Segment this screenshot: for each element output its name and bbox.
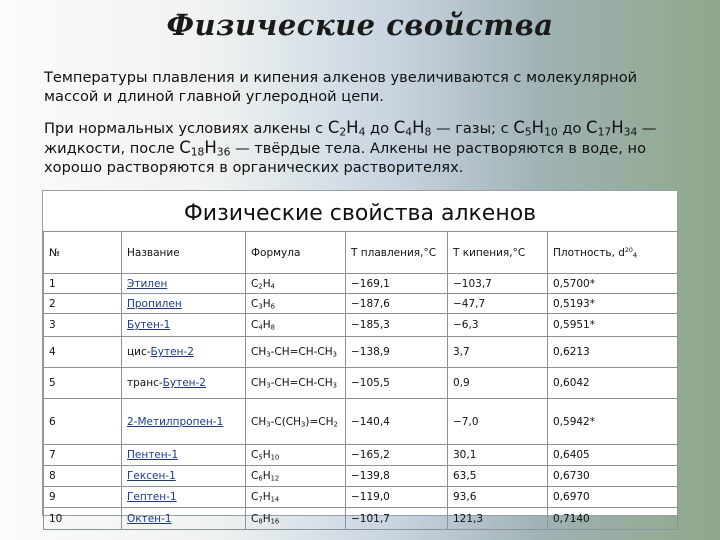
table-caption: Физические свойства алкенов [183,201,537,226]
cell-tmelt: −139,8 [346,466,448,487]
table-header-row [44,232,678,274]
cell-num: 8 [44,466,122,487]
cell-density: 0,6213 [548,337,678,368]
header-density: Плотность, $d^{20}_4$ [548,232,678,274]
para2-text-5: — жидкости, после [44,120,657,157]
cell-tboil: 0,9 [448,368,548,399]
table-row [44,314,678,337]
para2-text-2: до [365,120,394,137]
cell-name [122,508,246,530]
cell-density: 0,6730 [548,466,678,487]
cell-num: 10 [44,508,122,530]
cell-formula: $CH_3-CH=CH-CH_3$ [246,337,346,368]
cell-tboil: 30,1 [448,445,548,466]
name-prefix: транс- [127,377,163,389]
cell-formula: $C_2H_4$ [246,274,346,294]
formula-c17h34: $C_{17}H_{34}$ [586,118,638,139]
cell-density: 0,6405 [548,445,678,466]
compound-link[interactable]: Пентен-1 [127,449,179,461]
cell-tmelt: −105,5 [346,368,448,399]
paragraph-states [44,118,684,177]
cell-num: 5 [44,368,122,399]
para2-text-4: до [557,120,587,137]
cell-num: 9 [44,487,122,508]
cell-name [122,314,246,337]
cell-density: 0,6970 [548,487,678,508]
compound-link[interactable]: Этилен [127,277,168,290]
table-row [44,487,678,508]
formula-c18h36: $C_{18}H_{36}$ [179,138,231,159]
cell-tboil: −103,7 [448,274,548,294]
compound-link[interactable]: Гексен-1 [127,470,176,482]
cell-formula: $C_8H_{16}$ [246,508,346,530]
table-row [44,445,678,466]
paragraph-melting-boiling: Температуры плавления и кипения алкенов увеличиваются с молекулярной массой и длиной главной углеродной цепи. [44,69,638,105]
cell-density: 0,5193* [548,294,678,314]
header-formula: Формула [246,232,346,274]
cell-tboil: 93,6 [448,487,548,508]
cell-formula: $C_6H_{12}$ [246,466,346,487]
cell-name [122,294,246,314]
compound-link[interactable]: Октен-1 [127,512,172,525]
cell-tmelt: −140,4 [346,399,448,445]
table-row [44,466,678,487]
para2-text-1: При нормальных условиях алкены с [44,120,328,137]
cell-formula: $CH_3-CH=CH-CH_3$ [246,368,346,399]
cell-num: 2 [44,294,122,314]
cell-num: 6 [44,399,122,445]
compound-link[interactable]: Бутен-2 [162,377,206,389]
cell-tmelt: −169,1 [346,274,448,294]
cell-name [122,487,246,508]
slide-title: Физические свойства [166,8,554,42]
table-row [44,508,678,530]
alkenes-table-panel [42,190,678,526]
para2-text-3: — газы; с [431,120,514,137]
compound-link[interactable]: 2-Метилпропен-1 [127,415,224,428]
compound-link[interactable]: Пропилен [127,297,182,310]
compound-link[interactable]: Бутен-2 [150,346,194,358]
cell-num: 4 [44,337,122,368]
header-name: Название [122,232,246,274]
cell-formula: $C_7H_{14}$ [246,487,346,508]
cell-formula: $C_4H_8$ [246,314,346,337]
name-prefix: цис- [127,346,151,358]
cell-name [122,399,246,445]
cell-tboil: 3,7 [448,337,548,368]
cell-density: 0,6042 [548,368,678,399]
header-tmelt: T плавления,°C [346,232,448,274]
cell-num: 1 [44,274,122,294]
table-row [44,399,678,445]
cell-name [122,337,246,368]
para2-text-6: — твёрдые тела. Алкены не растворяются в воде, но хорошо растворяются в органических растворителях. [44,140,646,176]
formula-c4h8: $C_4H_8$ [393,118,432,139]
cell-name [122,466,246,487]
table-row [44,274,678,294]
cell-tmelt: −165,2 [346,445,448,466]
compound-link[interactable]: Бутен-1 [127,319,171,331]
cell-name [122,445,246,466]
cell-tboil: −47,7 [448,294,548,314]
formula-c2h4: $C_2H_4$ [327,118,366,139]
cell-density: 0,5700* [548,274,678,294]
cell-tboil: 121,3 [448,508,548,530]
cell-formula: $CH_3-C(CH_3)=CH_2$ [246,399,346,445]
cell-tmelt: −138,9 [346,337,448,368]
cell-tboil: 63,5 [448,466,548,487]
cell-density: 0,7140 [548,508,678,530]
header-tboil: T кипения,°C [448,232,548,274]
table-row [44,337,678,368]
cell-formula: $C_5H_{10}$ [246,445,346,466]
table-row [44,294,678,314]
cell-num: 7 [44,445,122,466]
cell-tmelt: −101,7 [346,508,448,530]
cell-name [122,368,246,399]
cell-num: 3 [44,314,122,337]
cell-tmelt: −119,0 [346,487,448,508]
cell-formula: $C_3H_6$ [246,294,346,314]
cell-tmelt: −185,3 [346,314,448,337]
cell-density: 0,5942* [548,399,678,445]
cell-tmelt: −187,6 [346,294,448,314]
compound-link[interactable]: Гептен-1 [127,491,177,503]
cell-tboil: −6,3 [448,314,548,337]
table-row [44,368,678,399]
alkenes-table [43,231,678,530]
formula-c5h10: $C_5H_{10}$ [513,118,558,139]
cell-density: 0,5951* [548,314,678,337]
cell-tboil: −7,0 [448,399,548,445]
cell-name [122,274,246,294]
header-num: № [44,232,122,274]
